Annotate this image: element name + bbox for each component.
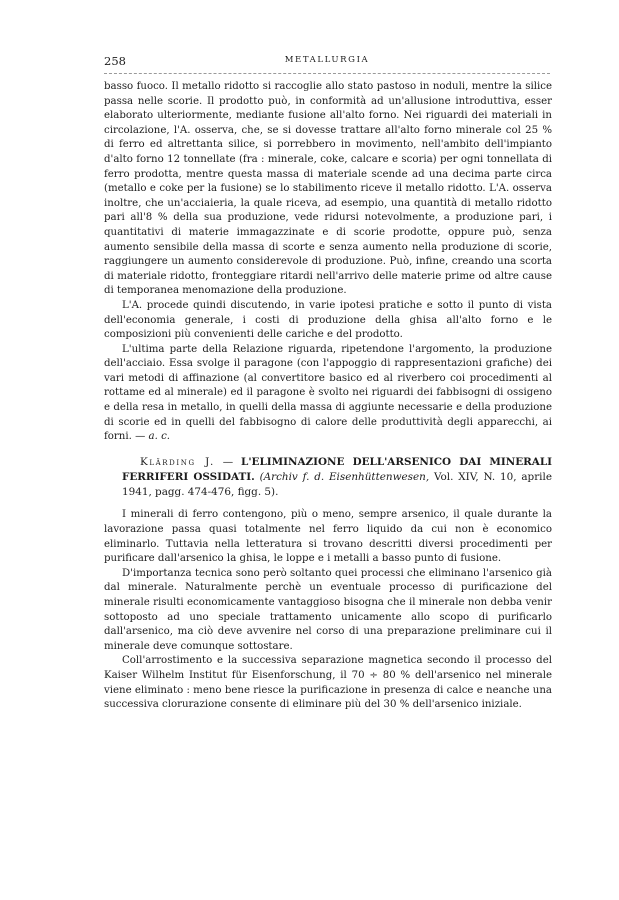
- header-rule: [104, 73, 550, 74]
- author-surname-rest: lärding: [149, 455, 196, 468]
- author-initial-letter: K: [140, 455, 150, 468]
- article-paragraph-1: I minerali di ferro contengono, più o meno, sempre arsenico, il quale durante la lavorazione passa quasi totalmente nel ferro liquido da cui non è economico eliminarlo. Tuttavia nella letteratura si trovano descritti diversi procedimenti per purificare dall'arsenico la ghisa, le loppe e i metalli a basso punto di fusione.: [104, 509, 552, 565]
- article-paragraph-2: D'importanza tecnica sono però soltanto quei processi che eliminano l'arsenico già dal minerale. Naturalmente perchè un eventuale processo di purificazione del minerale risulti economicamente vantaggioso bisogna che il minerale non debba venir sottoposto ad uno speciale trattamento unicamente allo scopo di purificarlo dall'arsenico, ma ciò deve avvenire nel corso di una preparazione preliminare cui il minerale deve comunque sottostare.: [104, 567, 552, 652]
- article-citation: Vol. XIV, N. 10, aprile 1941, pagg. 474-476, figg. 5).: [122, 471, 552, 499]
- body-paragraph-2: L'A. procede quindi discutendo, in varie ipotesi pratiche e sotto il punto di vista dell'economia generale, i costi di produzione della ghisa all'alto forno e le composizioni più convenienti delle cariche e del prodotto.: [104, 299, 552, 341]
- article-heading: [104, 455, 552, 501]
- page-number: 258: [104, 54, 126, 68]
- author-given-initial: J.: [205, 455, 215, 468]
- page-header: [104, 54, 550, 72]
- body-paragraph-3-text: L'ultima parte della Relazione riguarda, ripetendone l'argomento, la produzione dell'acciaio. Essa svolge il paragone (con l'appoggio di rappresentazioni grafiche) dei vari metodi di affinazione (al convertitore basico ed al riverbero coi procedimenti al rottame ed al minerale) ed il paragone è svolto nei riguardi dei fabbisogni di ossigeno e della resa in metallo, in quelli della massa di aggiunte necessarie e della produzione di scorie ed in quelli del fabbisogno di calore delle produttività degli apparecchi, ai forni. —: [104, 343, 552, 443]
- abstract-signature: a. c.: [148, 431, 171, 443]
- article-journal: (Archiv f. d. Eisenhüttenwesen,: [259, 471, 430, 484]
- article-title: L'ELIMINAZIONE DELL'ARSENICO DAI MINERALI FERRIFERI OSSIDATI.: [122, 455, 552, 484]
- body-paragraph-3: [104, 343, 552, 445]
- article-paragraph-3: Coll'arrostimento e la successiva separazione magnetica secondo il processo del Kaiser Wilhelm Institut für Eisenforschung, il 70 ÷ 80 % dell'arsenico nel minerale viene eliminato : meno bene riesce la purificazione in presenza di calce e neanche una successiva clorurazione consente di eliminare più del 30 % dell'arsenico iniziale.: [104, 655, 552, 711]
- running-title: METALLURGIA: [284, 55, 370, 65]
- body-paragraph-1: basso fuoco. Il metallo ridotto si raccoglie allo stato pastoso in noduli, mentre la silice passa nelle scorie. Il prodotto può, in conformità ad un'allusione introduttiva, esser elaborato ulteriormente, mediante fusione all'alto forno. Nei riguardi dei materiali in circolazione, l'A. osserva, che, se si dovesse trattare all'alto forno minerale col 25 % di ferro ed altrettanta silice, si porrebbero in movimento, nell'ambito dell'impianto d'alto forno 12 tonnellate (fra : minerale, coke, calcare e scoria) per ogni tonnellata di ferro prodotta, mentre questa massa di materiale scende ad una decima parte circa (metallo e coke per la fusione) se lo stabilimento riceve il metallo ridotto. L'A. osserva inoltre, che un'acciaieria, la quale riceva, ad esempio, una quantità di metallo ridotto pari all'8 % della sua produzione, vede ridursi notevolmente, a produzione pari, i quantitativi di materie immagazzinate e di scorie prodotte, oppure può, senza aumento sensibile della massa di scorte e senza aumento nella produzione di scorie, raggiungere un aumento considerevole di produzione. Può, infine, creando una scorta di materiale ridotto, fronteggiare ritardi nell'arrivo delle materie prime od altre cause di temporanea menomazione della produzione.: [104, 81, 552, 297]
- page-body: [104, 80, 552, 713]
- section-spacer: [104, 445, 552, 455]
- article-author: [140, 456, 215, 468]
- heading-dash: —: [214, 455, 242, 468]
- heading-spacer: [104, 500, 552, 508]
